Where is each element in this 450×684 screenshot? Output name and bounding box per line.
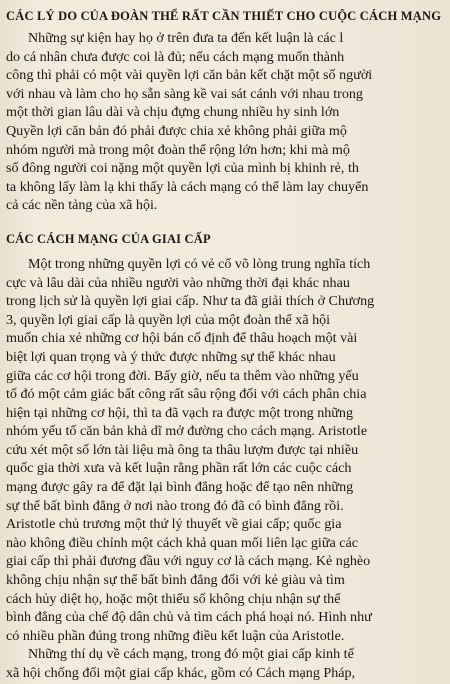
- text-line: hiện tại những cơ hội, thì ta đã vạch ra được một trong những: [6, 404, 354, 421]
- text-line: không chịu nhận sự thể bất bình đẳng đối với kẻ giàu và tìm: [6, 572, 345, 589]
- text-line: Quyền lợi căn bản đó phải được chia xẻ không phải giữa mộ: [6, 122, 347, 139]
- text-line: nhóm yếu tố căn bản khả dĩ mở đường cho cách mạng. Aristotle: [6, 423, 368, 440]
- text-line: cực và lâu dài của nhiều người vào những thời đại khác nhau: [6, 274, 350, 291]
- text-line: bình đẳng của chế độ dân chủ và tìm cách phá hoại nó. Hình như: [6, 609, 372, 626]
- text-line: cứu xét một số lớn tài liệu mà ông ta thâu lượm được tại nhiều: [6, 441, 359, 458]
- text-line: có nhiều phần đúng trong những điều kết luận của Aristotle.: [6, 627, 345, 644]
- text-line: muốn chia xẻ những cơ hội bán cố định để thâu hoạch một vài: [6, 330, 358, 347]
- section-heading-class-revolutions: CÁC CÁCH MẠNG CỦA GIAI CẤP: [6, 231, 211, 246]
- text-line: Những sự kiện hay họ ở trên đưa ta đến kết luận là các l: [28, 30, 344, 46]
- text-line: giữa các cơ hội trong đời. Bấy giờ, nếu ta thêm vào những yếu: [6, 367, 359, 384]
- text-line: Những thí dụ về cách mạng, trong đó một giai cấp kinh tế: [28, 646, 354, 663]
- text-line: Một trong những quyền lợi có vẻ cổ võ lòng trung nghĩa tích: [28, 255, 371, 272]
- text-line: với nhau và làm cho họ sẵn sàng kề vai sát cánh với nhau trong: [6, 85, 363, 102]
- text-line: cách hủy diệt họ, hoặc một thiểu số không chịu nhận sự thể: [6, 590, 341, 607]
- text-line: nào không điều chỉnh một cách khả quan mối liên lạc giữa các: [6, 534, 359, 551]
- text-line: một thời gian lâu dài và chịu đựng chung nhiều hy sinh lớn: [6, 104, 340, 121]
- text-line: ta không lấy làm lạ khi thấy là cách mạng có thể làm lay chuyển: [6, 178, 369, 195]
- text-line: xã hội chống đối một giai cấp khác, gồm có Cách mạng Pháp,: [6, 665, 356, 681]
- text-line: biệt lợi quan trọng và ý thức được những sự thể khác nhau: [6, 348, 336, 365]
- text-line: số đông người coi nặng một quyền lợi của mình bị khinh rẻ, th: [6, 160, 359, 177]
- text-line: nhóm người mà trong một đoàn thể rộng lớn hơn; khi mà mộ: [6, 141, 350, 158]
- text-line: trong lịch sử là quyền lợi giai cấp. Như ta đã giải thích ở Chương: [6, 293, 375, 310]
- text-line: do cá nhân chưa được coi là đủ; nếu cách mạng muốn thành: [6, 48, 345, 65]
- text-line: tố đó một cảm giác bất công rất sâu rộng đối với cách phân chia: [6, 386, 367, 403]
- text-line: sự thể bất bình đẳng ở nơi nào trong đó đã có bình đẳng rồi.: [6, 497, 344, 514]
- text-line: Aristotle chủ trương một thứ lý thuyết về giai cấp; quốc gia: [6, 516, 342, 533]
- paragraph-class-revolutions: [6, 255, 444, 683]
- text-line: công thì phải có một vài quyền lợi căn bản kết chặt một số người: [6, 67, 373, 84]
- text-line: quốc gia thời xưa và kết luận rằng phần rất lớn các cuộc cách: [6, 460, 352, 477]
- text-line: giai cấp thì phải đương đầu với nguy cơ là cách mạng. Kẻ nghèo: [6, 553, 371, 570]
- text-line: 3, quyền lợi giai cấp là quyền lợi của một đoàn thể xã hội: [6, 311, 331, 328]
- section-heading-organization-reasons: CÁC LÝ DO CỦA ĐOÀN THỂ RẤT CẦN THIẾT CHO CUỘC CÁCH MẠNG: [6, 9, 442, 23]
- paragraph-organization-reasons: [6, 29, 444, 215]
- text-line: cả các nền tảng của xã hội.: [6, 197, 158, 214]
- text-line: mạng được gây ra để đặt lại bình đẳng hoặc để tạo nên những: [6, 479, 354, 496]
